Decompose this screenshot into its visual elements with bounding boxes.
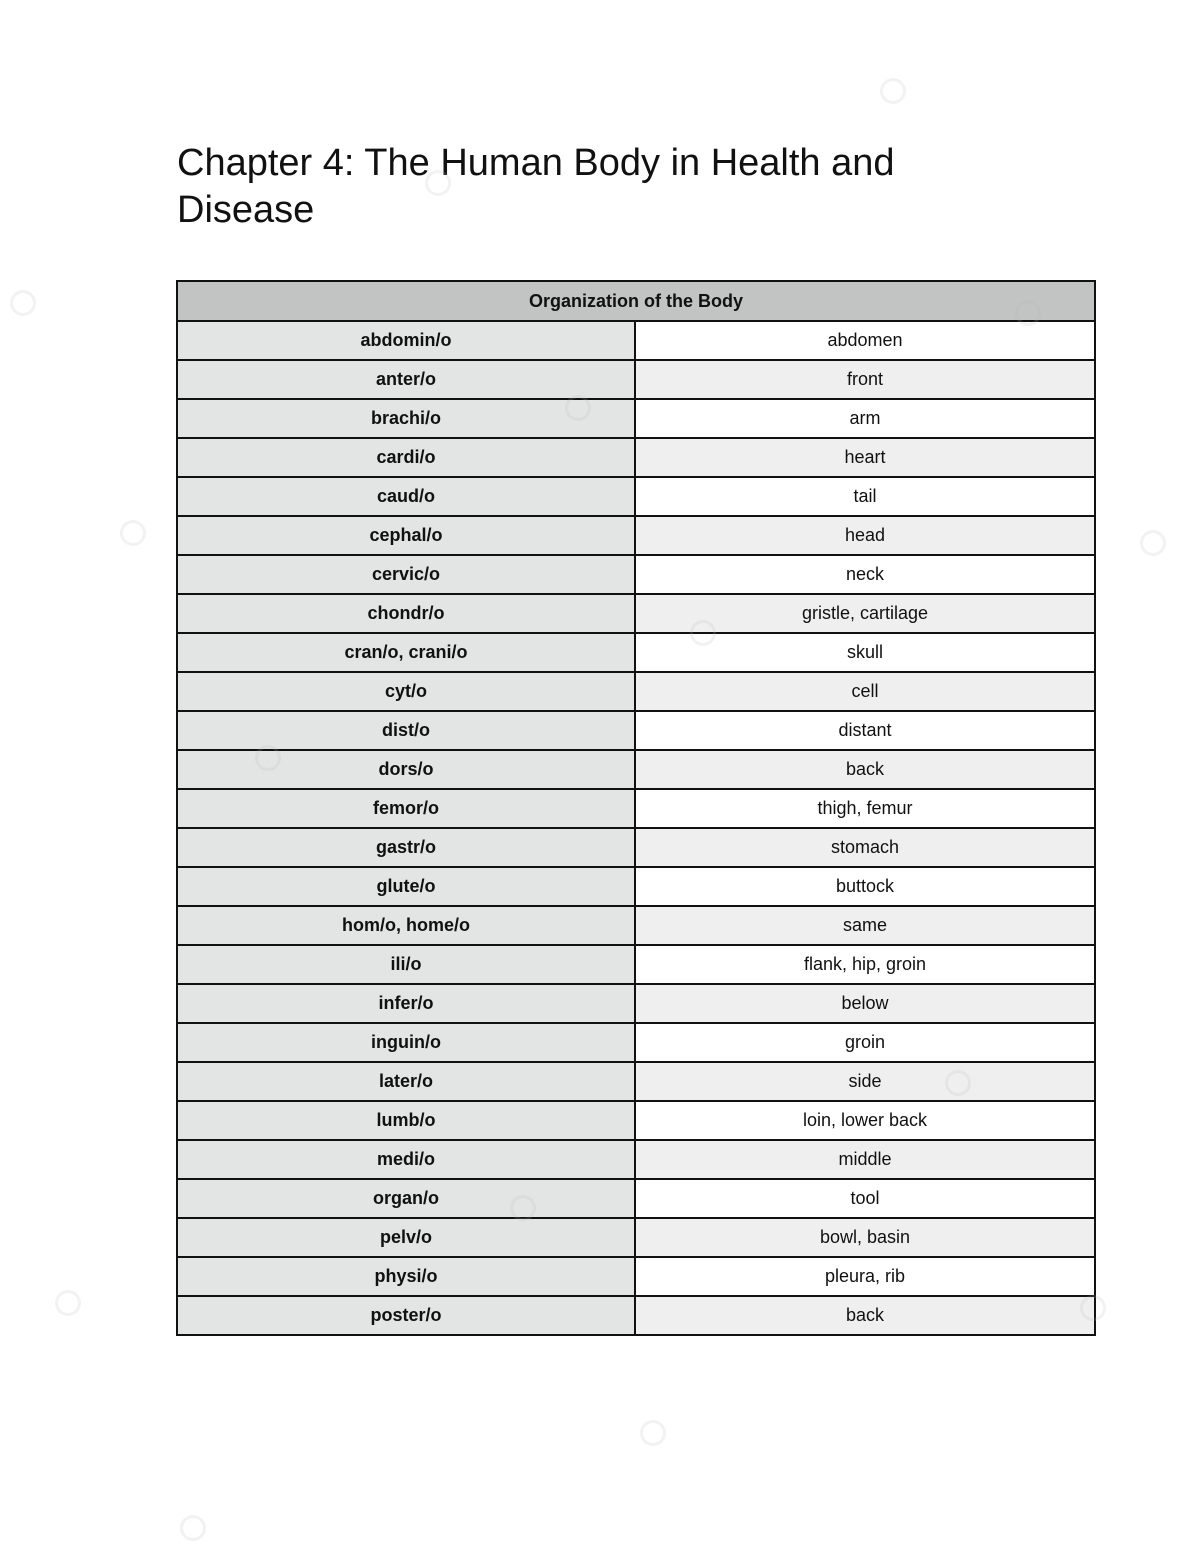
term-cell: cardi/o — [177, 438, 635, 477]
term-cell: anter/o — [177, 360, 635, 399]
watermark-logo-icon — [1135, 525, 1171, 561]
table-row — [177, 711, 1095, 750]
table-header-row — [177, 281, 1095, 321]
term-cell: gastr/o — [177, 828, 635, 867]
meaning-cell: pleura, rib — [635, 1257, 1095, 1296]
table-row — [177, 906, 1095, 945]
meaning-cell: tail — [635, 477, 1095, 516]
table-row — [177, 750, 1095, 789]
table-row — [177, 321, 1095, 360]
meaning-cell: head — [635, 516, 1095, 555]
table-row — [177, 1218, 1095, 1257]
term-cell: cephal/o — [177, 516, 635, 555]
watermark-logo-icon — [875, 73, 911, 109]
term-cell: cyt/o — [177, 672, 635, 711]
table-row — [177, 789, 1095, 828]
meaning-cell: below — [635, 984, 1095, 1023]
term-cell: medi/o — [177, 1140, 635, 1179]
meaning-cell: distant — [635, 711, 1095, 750]
meaning-cell: stomach — [635, 828, 1095, 867]
meaning-cell: abdomen — [635, 321, 1095, 360]
watermark-logo-icon — [5, 285, 41, 321]
table-row — [177, 360, 1095, 399]
table-row — [177, 672, 1095, 711]
meaning-cell: neck — [635, 555, 1095, 594]
term-cell: dist/o — [177, 711, 635, 750]
table-row — [177, 945, 1095, 984]
term-cell: femor/o — [177, 789, 635, 828]
meaning-cell: flank, hip, groin — [635, 945, 1095, 984]
meaning-cell: gristle, cartilage — [635, 594, 1095, 633]
meaning-cell: cell — [635, 672, 1095, 711]
meaning-cell: side — [635, 1062, 1095, 1101]
meaning-cell: loin, lower back — [635, 1101, 1095, 1140]
table-row — [177, 1257, 1095, 1296]
term-cell: chondr/o — [177, 594, 635, 633]
table-row — [177, 438, 1095, 477]
table-row — [177, 1140, 1095, 1179]
term-cell: physi/o — [177, 1257, 635, 1296]
table-row — [177, 1023, 1095, 1062]
meaning-cell: tool — [635, 1179, 1095, 1218]
term-cell: infer/o — [177, 984, 635, 1023]
term-cell: caud/o — [177, 477, 635, 516]
table-row — [177, 1296, 1095, 1335]
term-cell: hom/o, home/o — [177, 906, 635, 945]
meaning-cell: thigh, femur — [635, 789, 1095, 828]
meaning-cell: back — [635, 1296, 1095, 1335]
meaning-cell: arm — [635, 399, 1095, 438]
table-row — [177, 828, 1095, 867]
table-row — [177, 555, 1095, 594]
table-body — [177, 321, 1095, 1335]
watermark-logo-icon — [175, 1510, 211, 1546]
table-row — [177, 477, 1095, 516]
term-cell: inguin/o — [177, 1023, 635, 1062]
meaning-cell: same — [635, 906, 1095, 945]
table-row — [177, 867, 1095, 906]
table-row — [177, 399, 1095, 438]
table-row — [177, 633, 1095, 672]
meaning-cell: groin — [635, 1023, 1095, 1062]
term-cell: dors/o — [177, 750, 635, 789]
page-title: Chapter 4: The Human Body in Health and Disease — [177, 142, 895, 231]
term-cell: glute/o — [177, 867, 635, 906]
meaning-cell: middle — [635, 1140, 1095, 1179]
term-cell: lumb/o — [177, 1101, 635, 1140]
table-header: Organization of the Body — [177, 281, 1095, 321]
watermark-logo-icon — [115, 515, 151, 551]
table-row — [177, 1179, 1095, 1218]
meaning-cell: buttock — [635, 867, 1095, 906]
term-cell: pelv/o — [177, 1218, 635, 1257]
term-cell: poster/o — [177, 1296, 635, 1335]
watermark-logo-icon — [50, 1285, 86, 1321]
meaning-cell: back — [635, 750, 1095, 789]
table-row — [177, 594, 1095, 633]
term-cell: ili/o — [177, 945, 635, 984]
table-row — [177, 516, 1095, 555]
meaning-cell: front — [635, 360, 1095, 399]
table-row — [177, 1101, 1095, 1140]
term-cell: organ/o — [177, 1179, 635, 1218]
term-cell: brachi/o — [177, 399, 635, 438]
term-cell: later/o — [177, 1062, 635, 1101]
meaning-cell: skull — [635, 633, 1095, 672]
meaning-cell: heart — [635, 438, 1095, 477]
meaning-cell: bowl, basin — [635, 1218, 1095, 1257]
table-row — [177, 984, 1095, 1023]
terminology-table — [176, 280, 1096, 1336]
term-cell: cervic/o — [177, 555, 635, 594]
term-cell: abdomin/o — [177, 321, 635, 360]
watermark-logo-icon — [635, 1415, 671, 1451]
term-cell: cran/o, crani/o — [177, 633, 635, 672]
table-row — [177, 1062, 1095, 1101]
